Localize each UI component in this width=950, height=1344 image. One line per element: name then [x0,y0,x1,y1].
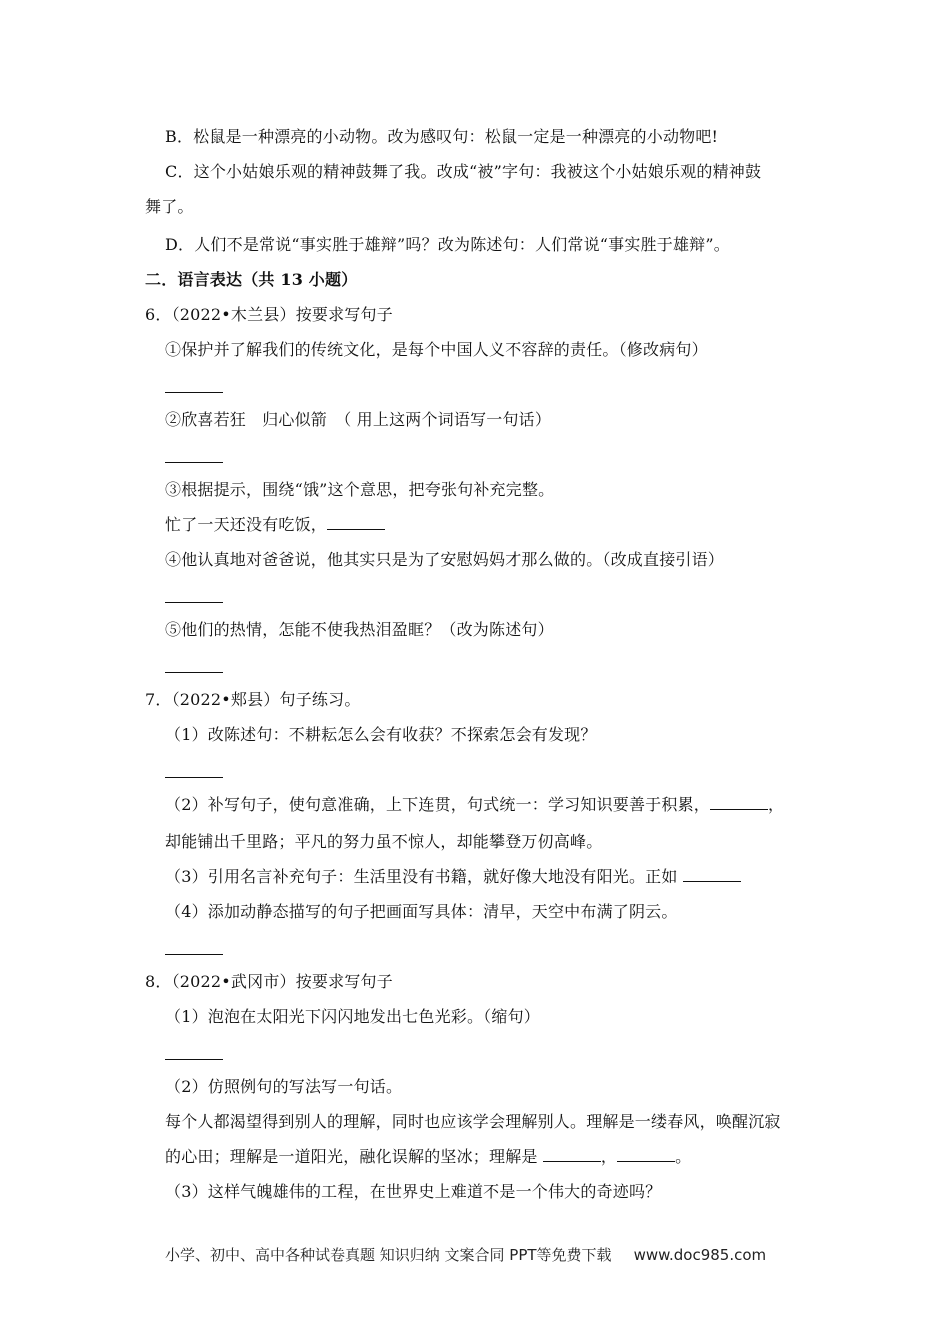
q6-title: 6．（2022•木兰县）按要求写句子 [145,305,393,324]
q7-part-2-comma: ， [767,795,785,814]
q8-part-2-example-2-row [165,1147,691,1167]
option-b: B．松鼠是一种漂亮的小动物。改为感叹句：松鼠一定是一种漂亮的小动物吧! [165,127,719,146]
q6-sentence-1: ①保护并了解我们的传统文化，是每个中国人义不容辞的责任。（修改病句） [165,340,708,359]
q6-answer-line-1[interactable] [165,392,223,393]
q7-part-2-row [165,795,784,815]
q7-part-1: （1）改陈述句：不耕耘怎么会有收获？不探索怎会有发现？ [165,725,597,744]
q7-title: 7．（2022•郏县）句子练习。 [145,690,361,709]
q8-part-2-example-2-text: 的心田；理解是一道阳光，融化误解的坚冰；理解是 [165,1147,543,1166]
q7-part-3-row [165,867,741,887]
q7-blank-3[interactable] [683,867,741,882]
q8-part-1: （1）泡泡在太阳光下闪闪地发出七色光彩。（缩句） [165,1007,540,1026]
q8-part-3: （3）这样气魄雄伟的工程，在世界史上难道不是一个伟大的奇迹吗？ [165,1182,662,1201]
q7-answer-line-1[interactable] [165,777,223,778]
option-c-line2: 舞了。 [145,197,194,216]
q6-sentence-3-prompt-row [165,515,385,535]
q8-blank-2a[interactable] [543,1147,601,1162]
q6-sentence-3-prompt: 忙了一天还没有吃饭， [165,515,328,534]
q6-sentence-4: ④他认真地对爸爸说，他其实只是为了安慰妈妈才那么做的。（改成直接引语） [165,550,725,569]
q8-part-2-end: 。 [675,1147,692,1166]
q8-part-2-separator: ， [600,1147,618,1166]
q7-part-2-text: （2）补写句子，使句意准确，上下连贯，句式统一：学习知识要善于积累， [165,795,710,814]
q8-answer-line-1[interactable] [165,1059,223,1060]
q8-title: 8．（2022•武冈市）按要求写句子 [145,972,393,991]
q6-answer-line-4[interactable] [165,602,223,603]
q6-answer-line-2[interactable] [165,462,223,463]
footer-url[interactable]: www.doc985.com [633,1246,767,1264]
q6-sentence-5: ⑤他们的热情，怎能不使我热泪盈眶？（改为陈述句） [165,620,554,639]
q6-sentence-3: ③根据提示，围绕“饿”这个意思，把夸张句补充完整。 [165,480,555,499]
page-footer [165,1244,766,1265]
option-c-line1: C．这个小姑娘乐观的精神鼓舞了我。改成“被”字句：我被这个小姑娘乐观的精神鼓 [165,162,762,181]
q7-part-2-continued: 却能铺出千里路；平凡的努力虽不惊人，却能攀登万仞高峰。 [165,832,603,851]
q7-answer-line-4[interactable] [165,954,223,955]
section-title: 二．语言表达（共 13 小题） [145,270,358,289]
option-d: D．人们不是常说“事实胜于雄辩”吗？改为陈述句：人们常说“事实胜于雄辩”。 [165,235,730,254]
q6-blank-3[interactable] [327,515,385,530]
q6-sentence-2: ②欣喜若狂 归心似箭 （ 用上这两个词语写一句话） [165,410,552,429]
q8-part-2-example-1: 每个人都渴望得到别人的理解，同时也应该学会理解别人。理解是一缕春风，唤醒沉寂 [165,1112,781,1131]
q7-part-3-text: （3）引用名言补充句子：生活里没有书籍，就好像大地没有阳光。正如 [165,867,683,886]
q8-blank-2b[interactable] [617,1147,675,1162]
q7-blank-2[interactable] [710,795,768,810]
q6-answer-line-5[interactable] [165,672,223,673]
footer-text: 小学、初中、高中各种试卷真题 知识归纳 文案合同 PPT等免费下载 [165,1246,612,1264]
q8-part-2: （2）仿照例句的写法写一句话。 [165,1077,403,1096]
q7-part-4: （4）添加动静态描写的句子把画面写具体：清早，天空中布满了阴云。 [165,902,678,921]
